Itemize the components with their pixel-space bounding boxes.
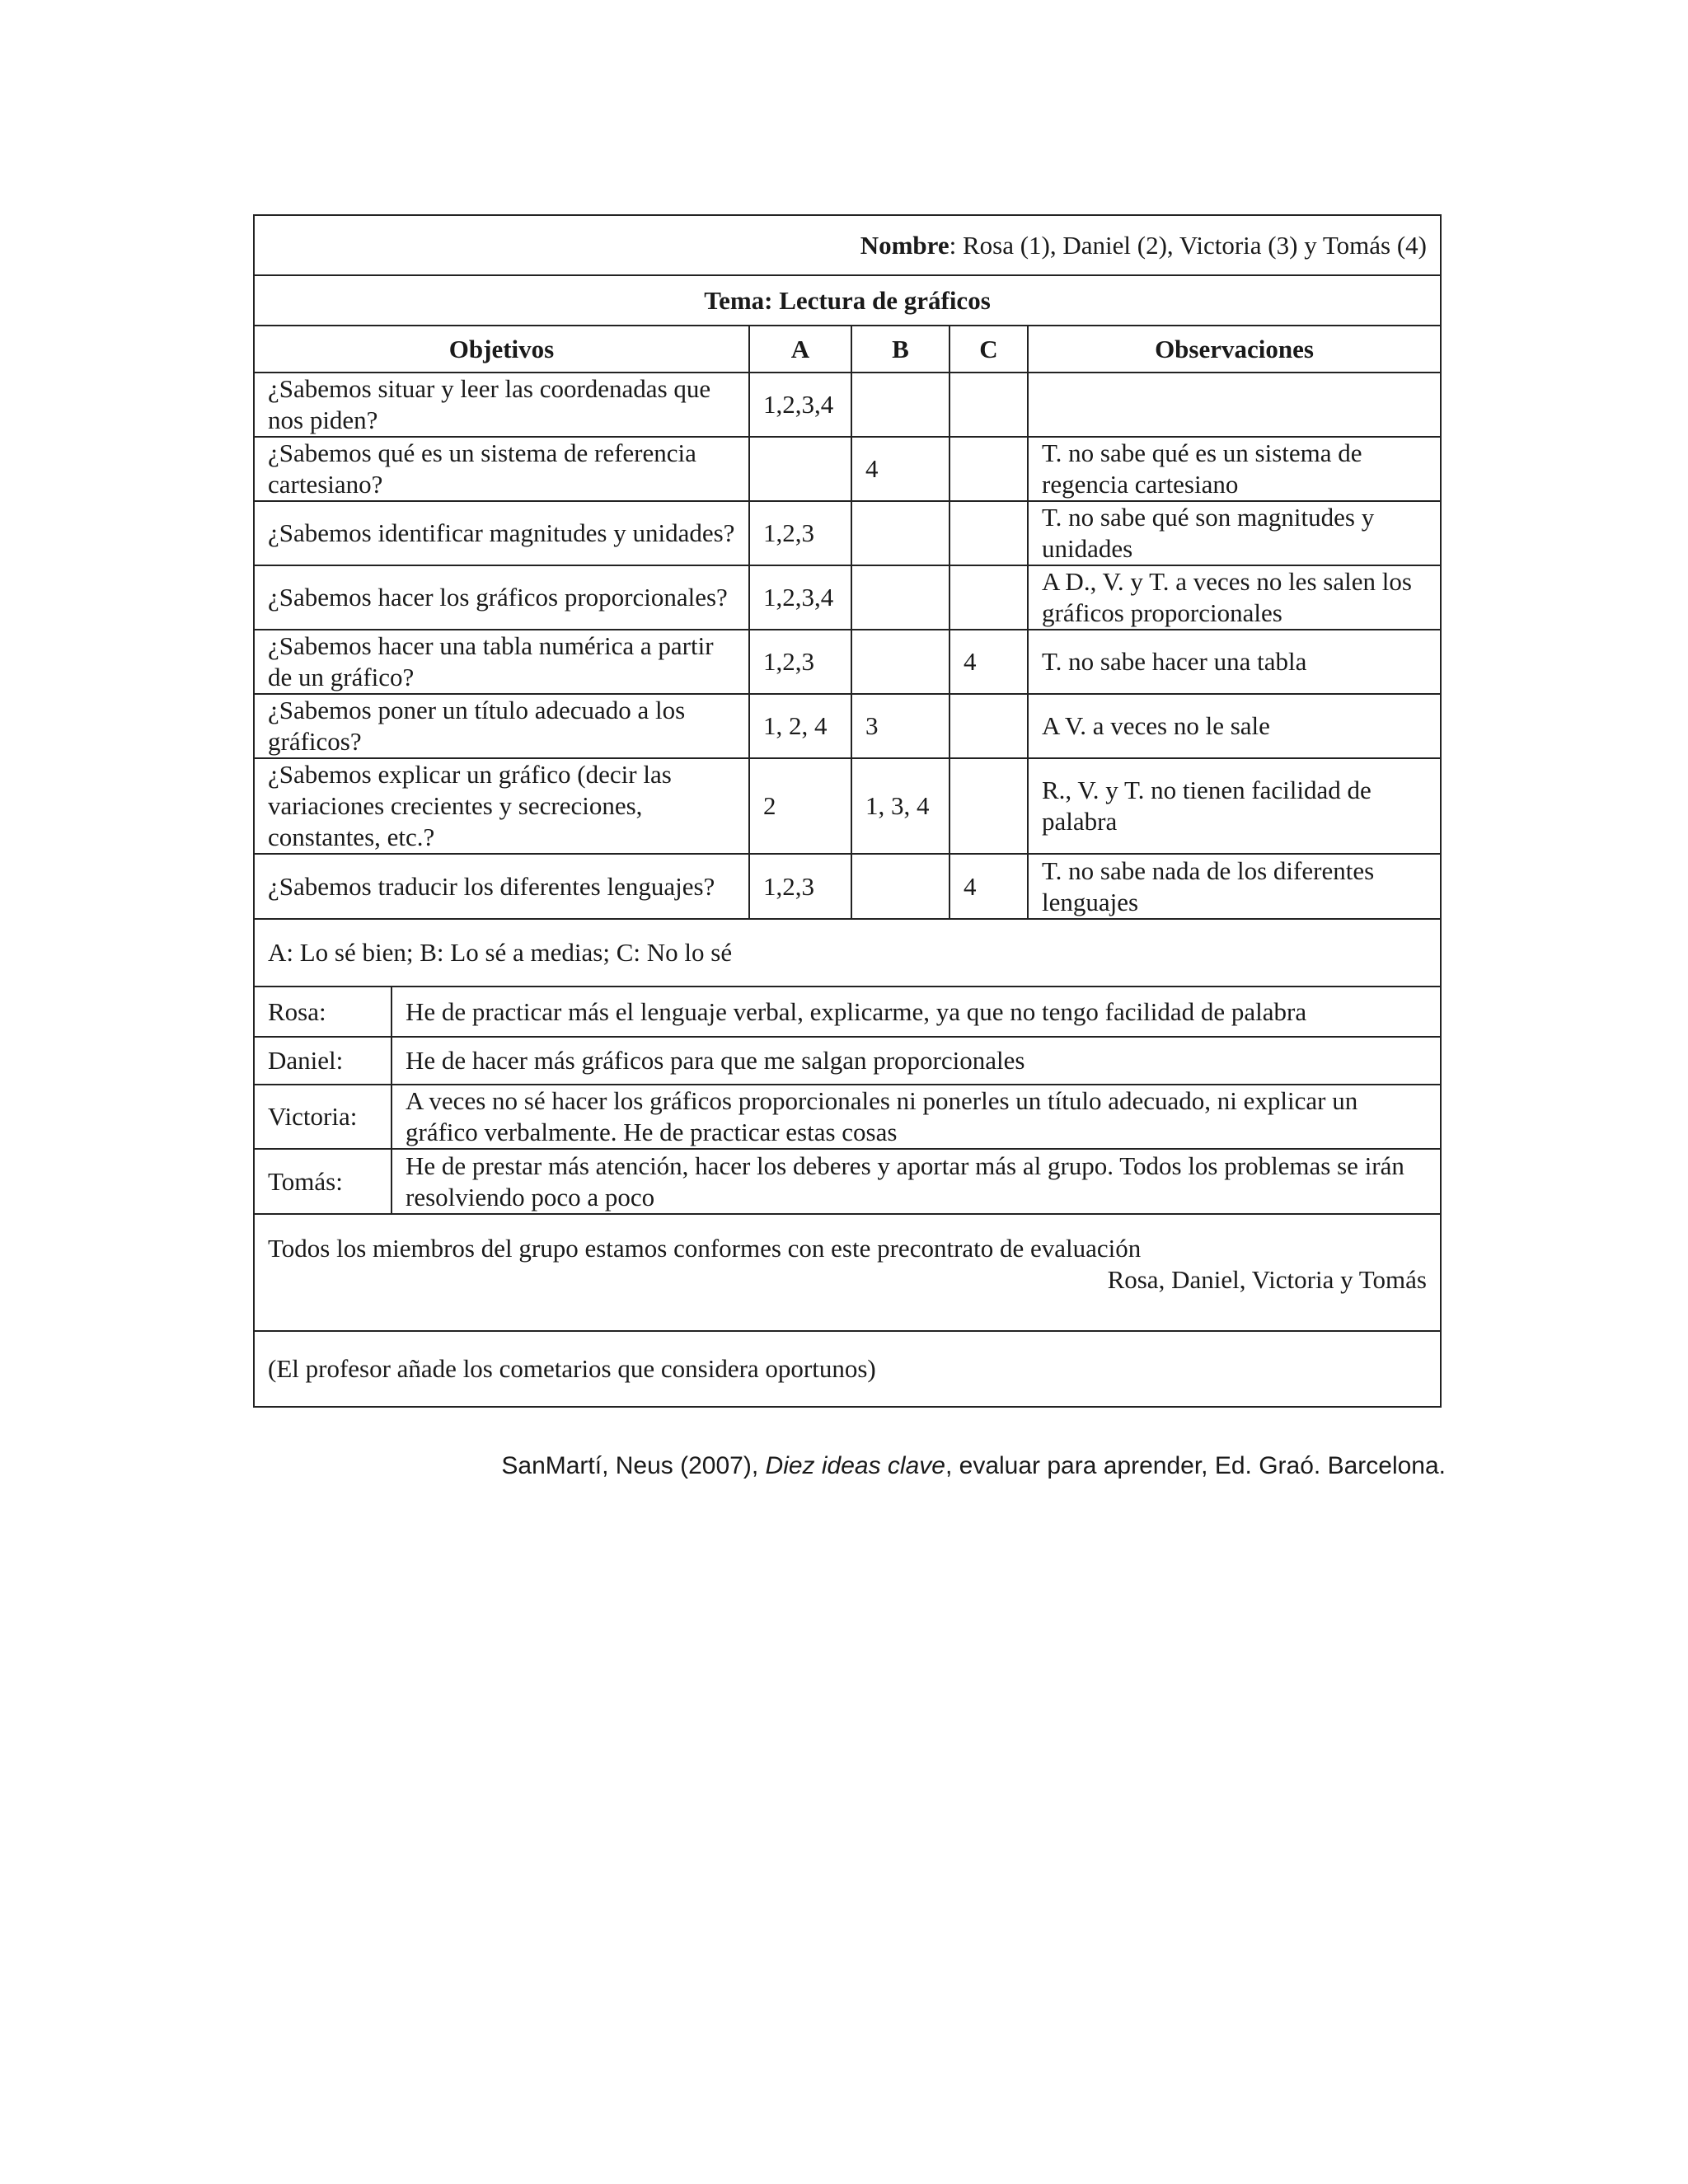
score-b-cell [851,630,950,694]
names-row [255,216,1440,276]
score-c-cell [950,373,1028,437]
citation-author: SanMartí, Neus (2007), [501,1452,766,1479]
objective-cell: ¿Sabemos situar y leer las coordenadas que nos piden? [255,373,749,437]
objective-cell: ¿Sabemos poner un título adecuado a los gráficos? [255,694,749,758]
column-header-b: B [851,326,950,373]
source-citation [501,1452,1446,1480]
score-a-cell: 1,2,3,4 [749,565,851,630]
objective-cell: ¿Sabemos traducir los diferentes lenguajes? [255,854,749,918]
score-b-cell [851,565,950,630]
score-a-cell: 1,2,3 [749,630,851,694]
score-a-cell: 1,2,3 [749,501,851,565]
observation-cell: T. no sabe qué son magnitudes y unidades [1028,501,1440,565]
table-row [255,854,1440,918]
topic-row [255,276,1440,326]
teacher-comment-row [255,1332,1440,1406]
score-b-cell [851,501,950,565]
student-note-row [255,1037,1440,1085]
table-header-row [255,326,1440,373]
score-c-cell [950,758,1028,854]
student-note: A veces no sé hacer los gráficos proporcionales ni ponerles un título adecuado, ni explicar un gráfico verbalmente. He de practicar estas cosas [392,1085,1440,1149]
objective-cell: ¿Sabemos hacer una tabla numérica a partir de un gráfico? [255,630,749,694]
table-row [255,373,1440,437]
objectives-section [255,326,1440,920]
student-notes-table [255,987,1440,1213]
objective-cell: ¿Sabemos qué es un sistema de referencia cartesiano? [255,437,749,501]
column-header-c: C [950,326,1028,373]
student-notes-section [255,987,1440,1215]
agreement-text: Todos los miembros del grupo estamos conformes con este precontrato de evaluación [268,1234,1142,1263]
observation-cell: T. no sabe qué es un sistema de regencia cartesiano [1028,437,1440,501]
nombre-value: : Rosa (1), Daniel (2), Victoria (3) y Tomás (4) [949,230,1427,260]
score-c-cell [950,694,1028,758]
objective-cell: ¿Sabemos hacer los gráficos proporcionales? [255,565,749,630]
objective-cell: ¿Sabemos identificar magnitudes y unidades? [255,501,749,565]
score-a-cell: 1, 2, 4 [749,694,851,758]
topic-title: Tema: Lectura de gráficos [704,285,991,315]
score-b-cell [851,373,950,437]
score-c-cell [950,437,1028,501]
score-legend: A: Lo sé bien; B: Lo sé a medias; C: No lo sé [268,938,733,967]
score-a-cell: 2 [749,758,851,854]
column-header-observaciones: Observaciones [1028,326,1440,373]
score-b-cell: 4 [851,437,950,501]
objective-cell: ¿Sabemos explicar un gráfico (decir las variaciones crecientes y secreciones, constantes, etc.? [255,758,749,854]
score-b-cell [851,854,950,918]
table-row [255,565,1440,630]
score-c-cell [950,565,1028,630]
score-c-cell: 4 [950,854,1028,918]
score-a-cell: 1,2,3,4 [749,373,851,437]
teacher-comment-note: (El profesor añade los cometarios que considera oportunos) [268,1354,876,1383]
legend-row [255,920,1440,987]
score-a-cell: 1,2,3 [749,854,851,918]
student-note: He de prestar más atención, hacer los deberes y aportar más al grupo. Todos los problemas se irán resolviendo poco a poco [406,1151,1404,1212]
observation-cell: T. no sabe nada de los diferentes lenguajes [1042,855,1375,916]
observation-cell [1028,373,1440,437]
column-header-a: A [749,326,851,373]
observation-cell: R., V. y T. no tienen facilidad de palabra [1028,758,1440,854]
table-row [255,437,1440,501]
student-note: He de hacer más gráficos para que me salgan proporcionales [392,1037,1440,1085]
student-note: He de practicar más el lenguaje verbal, explicarme, ya que no tengo facilidad de palabra [392,987,1440,1037]
evaluation-precontract-form [253,214,1442,1408]
student-note-row [255,1149,1440,1213]
student-note-row [255,987,1440,1037]
student-note-row [255,1085,1440,1149]
table-row [255,630,1440,694]
nombre-label: Nombre [860,230,950,260]
student-name: Daniel: [255,1037,392,1085]
table-row [255,758,1440,854]
objectives-table [255,326,1440,918]
student-name: Tomás: [255,1149,392,1213]
citation-title: Diez ideas clave [765,1452,945,1479]
observation-cell: T. no sabe hacer una tabla [1028,630,1440,694]
score-c-cell: 4 [950,630,1028,694]
citation-publisher: , evaluar para aprender, Ed. Graó. Barcelona. [945,1452,1446,1479]
table-row [255,501,1440,565]
score-a-cell [749,437,851,501]
agreement-row [255,1215,1440,1332]
agreement-signatures: Rosa, Daniel, Victoria y Tomás [1107,1265,1427,1294]
student-name: Rosa: [255,987,392,1037]
column-header-objetivos: Objetivos [255,326,749,373]
score-b-cell: 1, 3, 4 [851,758,950,854]
score-b-cell: 3 [851,694,950,758]
observation-cell: A V. a veces no le sale [1028,694,1440,758]
student-name: Victoria: [255,1085,392,1149]
observation-cell: A D., V. y T. a veces no les salen los gráficos proporcionales [1028,565,1440,630]
table-row [255,694,1440,758]
score-c-cell [950,501,1028,565]
